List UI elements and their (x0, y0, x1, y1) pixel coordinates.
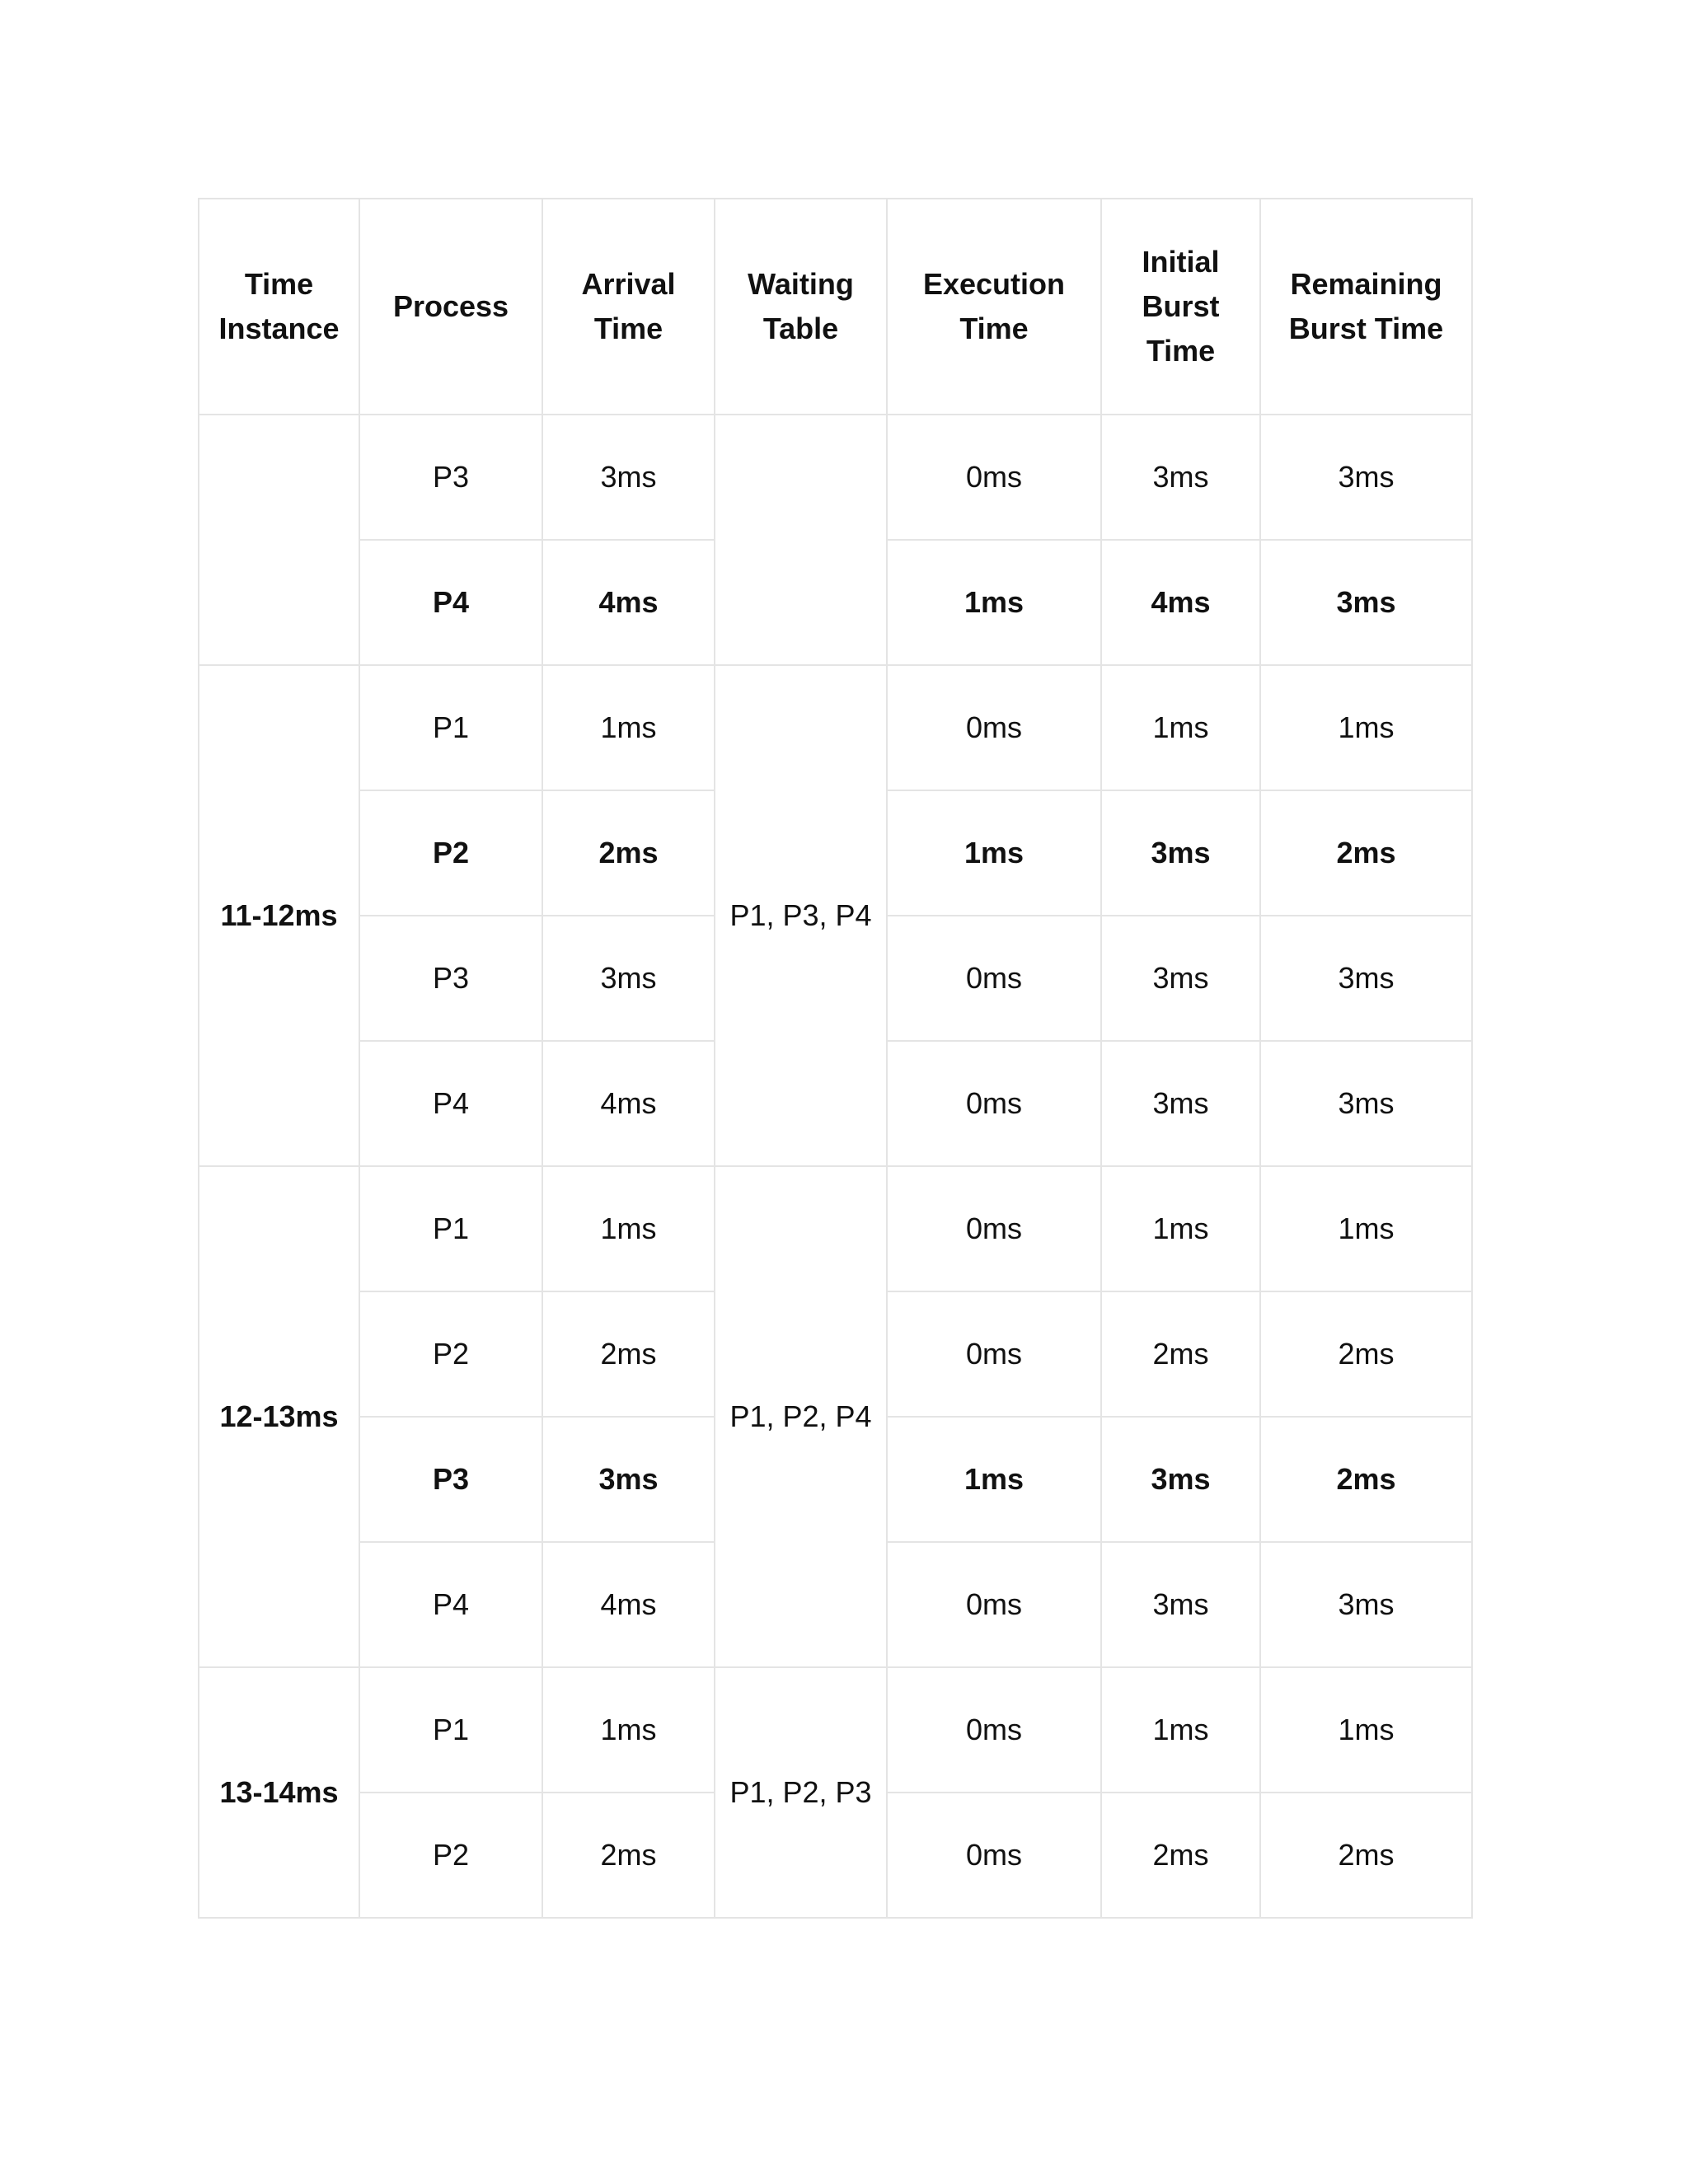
waiting-table-cell: P1, P3, P4 (715, 665, 887, 1166)
arrival-time-cell: 2ms (542, 1793, 715, 1918)
time-instance-cell (199, 415, 359, 665)
arrival-time-cell: 1ms (542, 665, 715, 790)
execution-time-cell: 0ms (887, 1542, 1101, 1667)
time-instance-cell: 13-14ms (199, 1667, 359, 1918)
header-waiting-table: Waiting Table (715, 199, 887, 415)
execution-time-cell: 0ms (887, 1041, 1101, 1166)
initial-burst-time-cell: 1ms (1101, 1667, 1260, 1793)
remaining-burst-time-cell: 3ms (1260, 415, 1472, 540)
remaining-burst-time-cell: 2ms (1260, 1417, 1472, 1542)
initial-burst-time-cell: 1ms (1101, 1166, 1260, 1291)
arrival-time-cell: 4ms (542, 1542, 715, 1667)
header-row (199, 199, 1472, 415)
remaining-burst-time-cell: 3ms (1260, 540, 1472, 665)
header-process: Process (359, 199, 542, 415)
process-cell: P3 (359, 415, 542, 540)
process-cell: P2 (359, 1291, 542, 1417)
initial-burst-time-cell: 3ms (1101, 790, 1260, 916)
header-remaining-burst-time: Remaining Burst Time (1260, 199, 1472, 415)
arrival-time-cell: 1ms (542, 1667, 715, 1793)
execution-time-cell: 0ms (887, 1166, 1101, 1291)
process-cell: P1 (359, 1667, 542, 1793)
table-row (199, 1667, 1472, 1793)
initial-burst-time-cell: 3ms (1101, 415, 1260, 540)
header-arrival-time: Arrival Time (542, 199, 715, 415)
scheduling-table (198, 198, 1473, 1919)
execution-time-cell: 0ms (887, 1667, 1101, 1793)
time-instance-cell: 11-12ms (199, 665, 359, 1166)
waiting-table-cell: P1, P2, P4 (715, 1166, 887, 1667)
arrival-time-cell: 2ms (542, 1291, 715, 1417)
remaining-burst-time-cell: 3ms (1260, 1041, 1472, 1166)
process-cell: P2 (359, 1793, 542, 1918)
initial-burst-time-cell: 1ms (1101, 665, 1260, 790)
execution-time-cell: 1ms (887, 1417, 1101, 1542)
table-row (199, 665, 1472, 790)
arrival-time-cell: 2ms (542, 790, 715, 916)
execution-time-cell: 1ms (887, 790, 1101, 916)
table-row (199, 1166, 1472, 1291)
arrival-time-cell: 4ms (542, 540, 715, 665)
initial-burst-time-cell: 3ms (1101, 1542, 1260, 1667)
process-cell: P1 (359, 665, 542, 790)
arrival-time-cell: 4ms (542, 1041, 715, 1166)
header-initial-burst-time: Initial Burst Time (1101, 199, 1260, 415)
process-cell: P4 (359, 540, 542, 665)
initial-burst-time-cell: 3ms (1101, 1041, 1260, 1166)
remaining-burst-time-cell: 2ms (1260, 1793, 1472, 1918)
execution-time-cell: 0ms (887, 415, 1101, 540)
waiting-table-cell (715, 415, 887, 665)
execution-time-cell: 0ms (887, 1793, 1101, 1918)
initial-burst-time-cell: 4ms (1101, 540, 1260, 665)
remaining-burst-time-cell: 3ms (1260, 1542, 1472, 1667)
time-instance-cell: 12-13ms (199, 1166, 359, 1667)
table-header (199, 199, 1472, 415)
initial-burst-time-cell: 2ms (1101, 1793, 1260, 1918)
initial-burst-time-cell: 3ms (1101, 1417, 1260, 1542)
arrival-time-cell: 3ms (542, 1417, 715, 1542)
arrival-time-cell: 3ms (542, 415, 715, 540)
process-cell: P3 (359, 1417, 542, 1542)
process-cell: P4 (359, 1041, 542, 1166)
process-cell: P1 (359, 1166, 542, 1291)
execution-time-cell: 0ms (887, 665, 1101, 790)
initial-burst-time-cell: 3ms (1101, 916, 1260, 1041)
header-execution-time: Execution Time (887, 199, 1101, 415)
process-cell: P4 (359, 1542, 542, 1667)
header-time-instance: Time Instance (199, 199, 359, 415)
execution-time-cell: 0ms (887, 916, 1101, 1041)
initial-burst-time-cell: 2ms (1101, 1291, 1260, 1417)
waiting-table-cell: P1, P2, P3 (715, 1667, 887, 1918)
remaining-burst-time-cell: 3ms (1260, 916, 1472, 1041)
execution-time-cell: 1ms (887, 540, 1101, 665)
remaining-burst-time-cell: 2ms (1260, 1291, 1472, 1417)
table-body (199, 415, 1472, 1918)
process-cell: P2 (359, 790, 542, 916)
execution-time-cell: 0ms (887, 1291, 1101, 1417)
arrival-time-cell: 3ms (542, 916, 715, 1041)
remaining-burst-time-cell: 1ms (1260, 1667, 1472, 1793)
process-cell: P3 (359, 916, 542, 1041)
table-row (199, 415, 1472, 540)
remaining-burst-time-cell: 2ms (1260, 790, 1472, 916)
arrival-time-cell: 1ms (542, 1166, 715, 1291)
remaining-burst-time-cell: 1ms (1260, 665, 1472, 790)
remaining-burst-time-cell: 1ms (1260, 1166, 1472, 1291)
